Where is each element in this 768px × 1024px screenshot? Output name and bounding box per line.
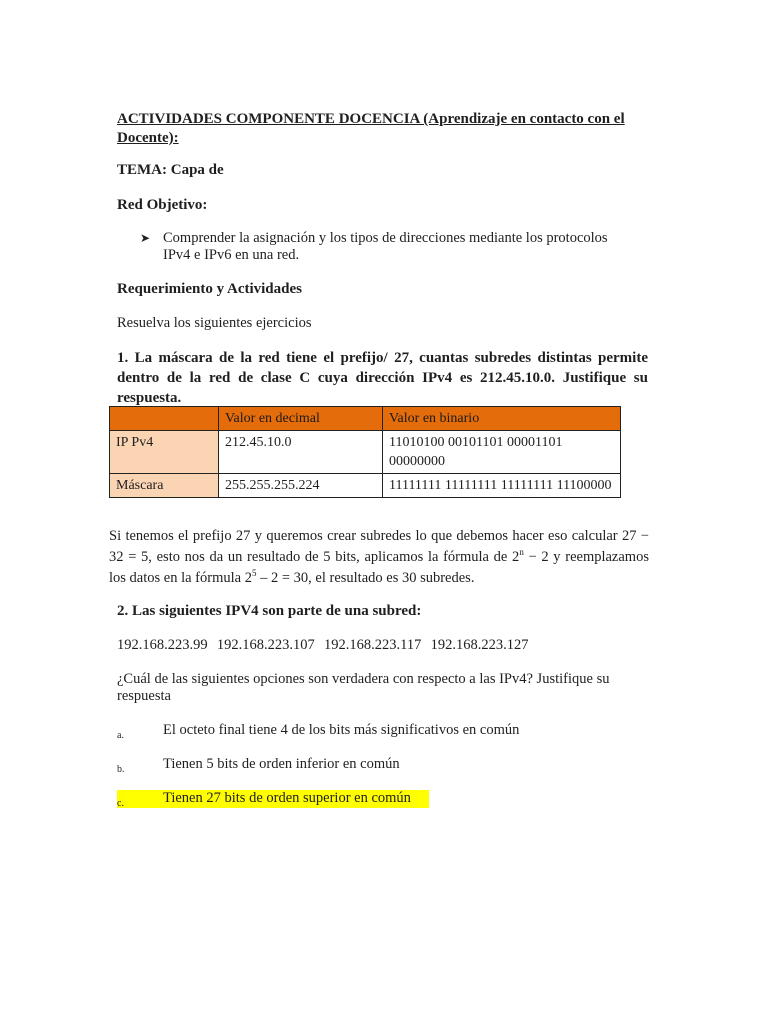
question-1-text: La máscara de la red tiene el prefijo/ 27, cuantas subredes distintas permite dentro de la red de clase C cuya dirección IPv4 es 212.45.10.0. Justifique su respuesta. (117, 350, 649, 406)
exponent-5: 5 (251, 568, 257, 579)
red-objetivo-heading: Red Objetivo: (117, 197, 208, 213)
table-row (110, 474, 621, 498)
table-row-label: Máscara (110, 474, 219, 498)
tema-heading: TEMA: Capa de (117, 162, 224, 178)
table-cell-binary: 11010100 00101101 00001101 00000000 (383, 431, 621, 474)
requerimiento-heading: Requerimiento y Actividades (117, 281, 302, 297)
table-cell-decimal: 212.45.10.0 (219, 431, 383, 474)
table-header-cell (110, 407, 219, 431)
table-cell-binary: 11111111 11111111 11111111 11100000 (383, 474, 621, 498)
option-b-text: Tienen 5 bits de orden inferior en común (163, 756, 400, 772)
table-cell-decimal: 255.255.255.224 (219, 474, 383, 498)
arrow-bullet-icon: ➤ (140, 231, 151, 245)
ip-address: 192.168.223.99 (117, 637, 208, 653)
answer-paragraph (109, 526, 649, 589)
question-2-number: 2. (117, 603, 129, 619)
ip-table (109, 406, 621, 498)
option-letter: c. (117, 798, 124, 809)
ip-address: 192.168.223.127 (430, 637, 529, 653)
question-1-number: 1. (117, 350, 129, 366)
instruction-text: Resuelva los siguientes ejercicios (117, 315, 312, 331)
option-b (117, 759, 125, 777)
objective-line-2: IPv4 e IPv6 en una red. (163, 247, 300, 263)
answer-part-1: Si tenemos el prefijo 27 y queremos crear subredes lo que debemos hacer eso calcular 27 − 32 = 5, esto nos da un resultado de 5 bits, aplicamos la fórmula de 2 (109, 528, 649, 565)
table-row (110, 431, 621, 474)
ip-address: 192.168.223.117 (324, 637, 422, 653)
question-line-2: respuesta (117, 688, 171, 704)
ip-list (117, 637, 528, 654)
document-title (117, 110, 647, 148)
table-header-cell: Valor en binario (383, 407, 621, 431)
question-2 (117, 603, 421, 620)
question-1 (117, 348, 648, 408)
option-c-text: Tienen 27 bits de orden superior en común (163, 790, 411, 806)
option-letter: b. (117, 764, 125, 775)
option-a-text: El octeto final tiene 4 de los bits más significativos en común (163, 722, 520, 738)
question-2-prompt (117, 671, 647, 705)
table-header-cell: Valor en decimal (219, 407, 383, 431)
question-2-text: Las siguientes IPV4 son parte de una subred: (132, 603, 422, 619)
table-header-row (110, 407, 621, 431)
answer-part-3: – 2 = 30, el resultado es 30 subredes. (256, 570, 475, 586)
title-line-2: Docente): (117, 130, 179, 146)
exponent-n: n (519, 547, 524, 558)
objective-line-1: Comprender la asignación y los tipos de direcciones mediante los protocolos (163, 230, 608, 246)
table-row-label: IP Pv4 (110, 431, 219, 474)
option-c (117, 793, 124, 811)
title-line-1: ACTIVIDADES COMPONENTE DOCENCIA (Aprendizaje en contacto con el (117, 111, 625, 127)
objective-bullet-text (163, 230, 653, 264)
option-a (117, 725, 124, 743)
option-letter: a. (117, 730, 124, 741)
question-line-1: ¿Cuál de las siguientes opciones son verdadera con respecto a las IPv4? Justifique su (117, 671, 610, 687)
answer-part-2: − 2 y reemplazamos los datos en la fórmula 2 (109, 549, 649, 586)
ip-address: 192.168.223.107 (216, 637, 315, 653)
